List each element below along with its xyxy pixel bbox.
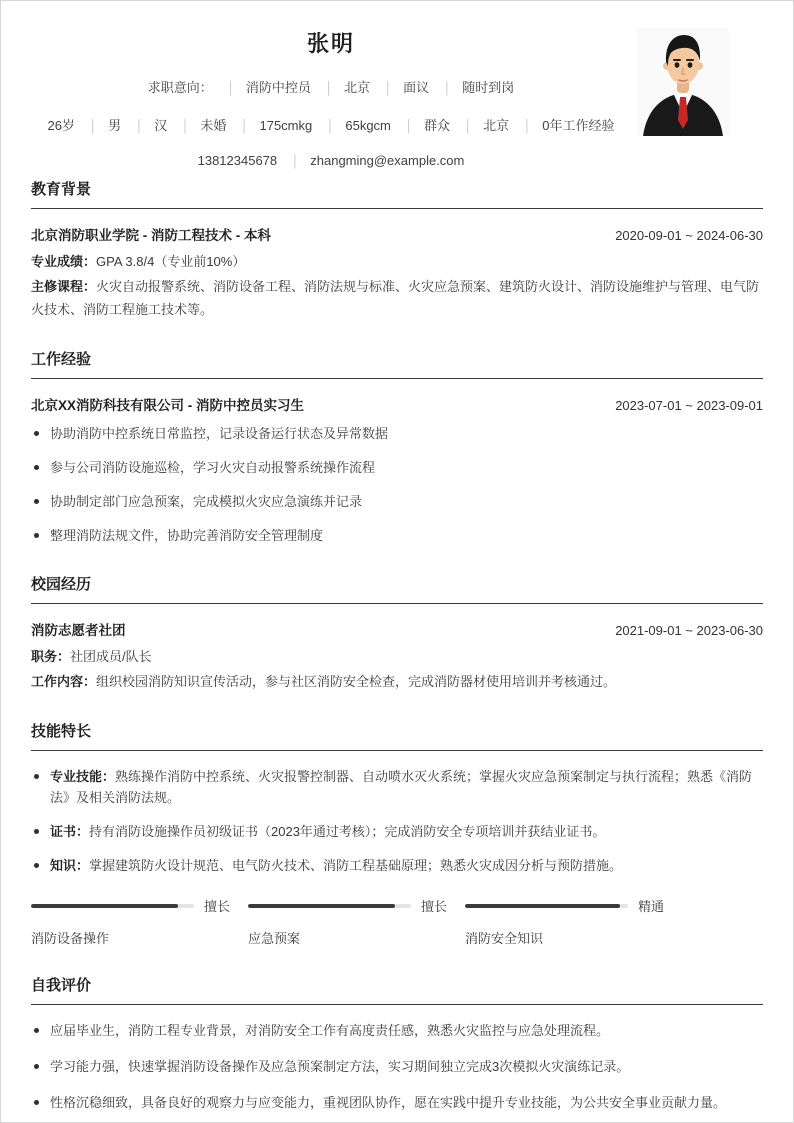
header-text bbox=[31, 27, 631, 168]
separator: │ bbox=[443, 81, 452, 95]
separator: │ bbox=[227, 81, 235, 95]
skill-level-label: 擅长 bbox=[421, 899, 448, 914]
skill-bar-fill bbox=[248, 904, 395, 908]
section-work bbox=[31, 348, 763, 546]
work-bullet bbox=[31, 491, 763, 512]
club-name: 消防志愿者社团 bbox=[31, 623, 126, 638]
skill-bullet-text: 持有消防设施操作员初级证书（2023年通过考核）；完成消防安全专项培训并获结业证书。 bbox=[89, 824, 606, 839]
skill-bar-item bbox=[31, 896, 248, 947]
self-eval-bullet-text: 应届毕业生，消防工程专业背景，对消防安全工作有高度责任感，熟悉火灾监控与应急处理流程。 bbox=[50, 1023, 610, 1038]
intent-item-text: 消防中控员 bbox=[245, 80, 311, 95]
section-title: 工作经验 bbox=[31, 348, 763, 379]
separator: │ bbox=[291, 154, 300, 168]
personal-info-line bbox=[31, 115, 631, 134]
skill-bullet bbox=[31, 855, 763, 876]
skill-bar-item bbox=[248, 896, 465, 947]
info-item bbox=[454, 118, 510, 133]
self-eval-bullet bbox=[31, 1092, 763, 1113]
self-eval-bullet bbox=[31, 1020, 763, 1041]
gpa-line bbox=[31, 250, 763, 273]
skill-bar-fill bbox=[465, 904, 620, 908]
info-item-text: 65kgcm bbox=[345, 118, 391, 133]
bullet-dot-icon bbox=[34, 1100, 39, 1105]
courses-value: 火灾自动报警系统、消防设备工程、消防法规与标准、火灾应急预案、建筑防火设计、消防设施维护与管理、电气防火技术、消防工程施工技术等。 bbox=[31, 279, 760, 317]
bullet-dot-icon bbox=[34, 431, 39, 436]
bullet-dot-icon bbox=[34, 533, 39, 538]
skill-bullet-label: 专业技能： bbox=[50, 769, 116, 784]
info-item-text: 175cmkg bbox=[259, 118, 313, 133]
info-item bbox=[47, 118, 74, 133]
courses-line bbox=[31, 275, 763, 321]
self-eval-bullet-text: 学习能力强，快速掌握消防设备操作及应急预案制定方法，实习期间独立完成3次模拟火灾演练记录。 bbox=[50, 1059, 630, 1074]
intent-item-text: 面议 bbox=[403, 80, 430, 95]
separator: │ bbox=[181, 119, 190, 133]
skill-bar-row bbox=[465, 896, 682, 915]
info-item bbox=[171, 118, 227, 133]
intent-item bbox=[216, 80, 311, 95]
contact-item bbox=[281, 153, 465, 168]
section-title: 教育背景 bbox=[31, 178, 763, 209]
section-title: 技能特长 bbox=[31, 720, 763, 751]
info-item-text: 0年工作经验 bbox=[542, 118, 615, 133]
school-degree: 北京消防职业学院 - 消防工程技术 - 本科 bbox=[31, 228, 271, 243]
self-eval-bullet-text: 性格沉稳细致，具备良好的观察力与应变能力，重视团队协作，愿在实践中提升专业技能，为公共安全事业贡献力量。 bbox=[50, 1095, 727, 1110]
info-item-text: 未婚 bbox=[200, 118, 227, 133]
info-item bbox=[395, 118, 451, 133]
avatar-illustration bbox=[637, 28, 729, 136]
bullet-dot-icon bbox=[34, 499, 39, 504]
separator: │ bbox=[325, 81, 333, 95]
bullet-dot-icon bbox=[34, 774, 39, 779]
work-bullet-list bbox=[31, 423, 763, 546]
contact-line bbox=[31, 153, 631, 168]
skill-bullet-label: 知识： bbox=[50, 858, 90, 873]
intent-item-text: 北京 bbox=[343, 80, 370, 95]
bullet-dot-icon bbox=[34, 1028, 39, 1033]
gpa-value: GPA 3.8/4（专业前10%） bbox=[96, 254, 246, 269]
section-skills bbox=[31, 720, 763, 947]
skill-level-label: 精通 bbox=[638, 899, 665, 914]
skill-bar-row bbox=[31, 896, 248, 915]
separator: │ bbox=[89, 119, 98, 133]
skill-bullet bbox=[31, 766, 763, 808]
info-item-text: 26岁 bbox=[47, 118, 75, 133]
resume-page bbox=[1, 1, 793, 1113]
skill-name: 消防设备操作 bbox=[31, 931, 110, 946]
work-entry-head bbox=[31, 394, 763, 414]
work-bullet bbox=[31, 525, 763, 546]
resume-header bbox=[31, 1, 763, 168]
section-title: 校园经历 bbox=[31, 573, 763, 604]
skill-level-label: 擅长 bbox=[204, 899, 231, 914]
contact-item bbox=[198, 153, 278, 168]
info-item-text: 汉 bbox=[154, 118, 168, 133]
skill-bullet-text: 熟练操作消防中控系统、火灾报警控制器、自动喷水灭火系统；掌握火灾应急预案制定与执行流程；熟悉《消防法》及相关消防法规。 bbox=[50, 769, 753, 805]
skill-name: 消防安全知识 bbox=[465, 931, 544, 946]
separator: │ bbox=[464, 119, 473, 133]
intent-item bbox=[433, 80, 515, 95]
separator: │ bbox=[405, 119, 414, 133]
skill-bar-track bbox=[31, 904, 194, 908]
content-value: 组织校园消防知识宣传活动，参与社区消防安全检查，完成消防器材使用培训并考核通过。 bbox=[96, 674, 617, 689]
skill-bar-fill bbox=[31, 904, 178, 908]
section-self-eval bbox=[31, 974, 763, 1113]
section-title: 自我评价 bbox=[31, 974, 763, 1005]
job-intent-line bbox=[31, 77, 631, 96]
info-item bbox=[230, 118, 312, 133]
work-bullet-text: 协助制定部门应急预案，完成模拟火灾应急演练并记录 bbox=[50, 494, 363, 509]
role-value: 社团成员/队长 bbox=[70, 649, 152, 664]
gpa-label: 专业成绩： bbox=[31, 254, 97, 269]
intent-label: 求职意向： bbox=[147, 80, 213, 95]
info-item bbox=[125, 118, 168, 133]
role-line bbox=[31, 645, 763, 668]
info-item bbox=[79, 118, 122, 133]
intent-item-text: 随时到岗 bbox=[462, 80, 515, 95]
work-bullet-text: 协助消防中控系统日常监控，记录设备运行状态及异常数据 bbox=[50, 426, 389, 441]
education-entry-head bbox=[31, 224, 763, 244]
courses-label: 主修课程： bbox=[31, 279, 97, 294]
content-label: 工作内容： bbox=[31, 674, 97, 689]
bullet-dot-icon bbox=[34, 829, 39, 834]
campus-entry-head bbox=[31, 619, 763, 639]
work-bullet-text: 整理消防法规文件，协助完善消防安全管理制度 bbox=[50, 528, 324, 543]
skills-bullet-list bbox=[31, 766, 763, 876]
separator: │ bbox=[384, 81, 393, 95]
contact-item-text: 13812345678 bbox=[197, 153, 278, 168]
campus-date-range: 2021-09-01 ~ 2023-06-30 bbox=[615, 623, 763, 638]
info-item-text: 北京 bbox=[483, 118, 510, 133]
info-item bbox=[513, 118, 615, 133]
company-position: 北京XX消防科技有限公司 - 消防中控员实习生 bbox=[31, 398, 305, 413]
separator: │ bbox=[135, 119, 144, 133]
applicant-name: 张明 bbox=[306, 31, 355, 56]
self-eval-bullet bbox=[31, 1056, 763, 1077]
section-campus bbox=[31, 573, 763, 693]
skill-bar-row bbox=[248, 896, 465, 915]
separator: │ bbox=[240, 119, 249, 133]
skill-bars bbox=[31, 896, 763, 947]
bullet-dot-icon bbox=[34, 1064, 39, 1069]
skill-bar-track bbox=[465, 904, 628, 908]
info-item-text: 群众 bbox=[424, 118, 451, 133]
work-bullet bbox=[31, 423, 763, 444]
skill-bullet-label: 证书： bbox=[50, 824, 90, 839]
education-date-range: 2020-09-01 ~ 2024-06-30 bbox=[615, 228, 763, 243]
skill-bullet bbox=[31, 821, 763, 842]
skill-bar-item bbox=[465, 896, 682, 947]
info-item bbox=[316, 118, 391, 133]
separator: │ bbox=[523, 119, 532, 133]
contact-item-text: zhangming@example.com bbox=[310, 153, 465, 168]
section-education bbox=[31, 178, 763, 321]
intent-item bbox=[374, 80, 430, 95]
role-label: 职务： bbox=[31, 649, 71, 664]
self-eval-bullet-list bbox=[31, 1020, 763, 1113]
campus-content-line bbox=[31, 670, 763, 693]
skill-bullet-text: 掌握建筑防火设计规范、电气防火技术、消防工程基础原理；熟悉火灾成因分析与预防措施。 bbox=[89, 858, 623, 873]
separator: │ bbox=[326, 119, 335, 133]
profile-photo bbox=[637, 28, 729, 136]
skill-bar-track bbox=[248, 904, 411, 908]
info-item-text: 男 bbox=[108, 118, 122, 133]
bullet-dot-icon bbox=[34, 863, 39, 868]
bullet-dot-icon bbox=[34, 465, 39, 470]
work-bullet-text: 参与公司消防设施巡检，学习火灾自动报警系统操作流程 bbox=[50, 460, 376, 475]
intent-item bbox=[314, 80, 370, 95]
work-bullet bbox=[31, 457, 763, 478]
skill-name: 应急预案 bbox=[248, 931, 301, 946]
work-date-range: 2023-07-01 ~ 2023-09-01 bbox=[615, 398, 763, 413]
